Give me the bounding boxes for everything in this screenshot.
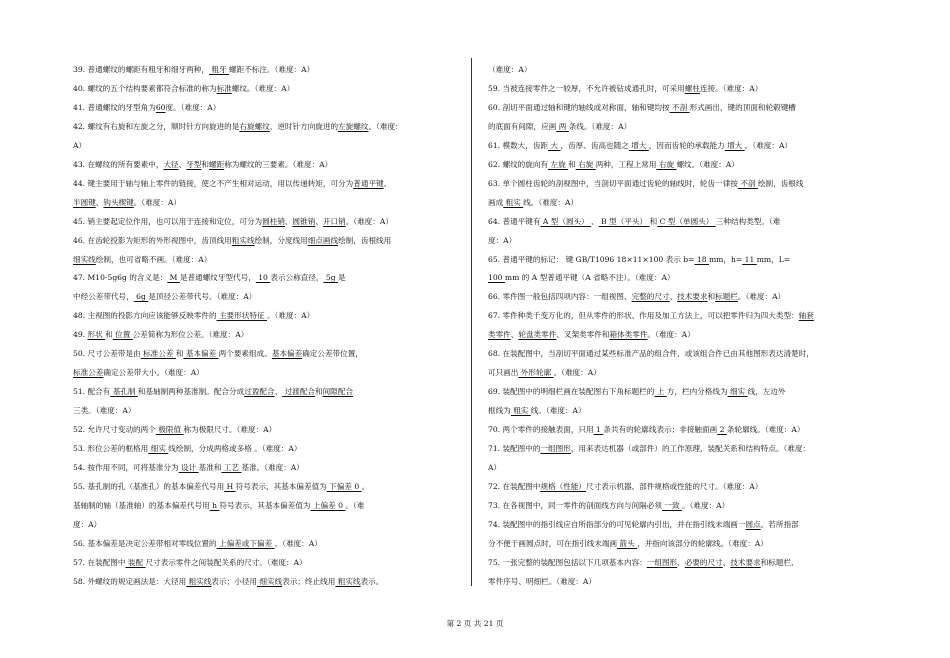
question-text: ，齿厚、齿高也随之 xyxy=(560,140,629,150)
answer-text: 圆锥销 xyxy=(292,216,316,226)
answer-text: 100 xyxy=(488,273,505,283)
answer-text: 粗实线 xyxy=(186,576,212,586)
question-text: 。（难度： xyxy=(368,121,403,131)
answer-text: 粗实线 xyxy=(335,576,361,586)
question-line xyxy=(488,573,886,592)
question-line xyxy=(488,232,886,251)
question-text: 。（难度：A） xyxy=(274,538,322,548)
question-text: 中经公差带代号， xyxy=(73,292,134,302)
question-text: 称为极限尺寸。（难度：A） xyxy=(183,425,277,435)
answer-text: 粗实线 xyxy=(231,235,255,245)
answer-text: 普通平键 xyxy=(353,178,384,188)
question-text: 尺寸表示零件之间装配关系的尺寸。（难度：A） xyxy=(145,557,307,567)
question-line xyxy=(488,288,886,307)
answer-text: 细实 xyxy=(727,387,748,397)
question-text: 、 xyxy=(383,178,392,188)
question-text: 基准。（难度：A） xyxy=(241,463,304,473)
answer-text: M xyxy=(167,273,180,283)
question-text: 是普通螺纹牙型代号， xyxy=(179,273,256,283)
answer-text: 细实线 xyxy=(73,254,96,264)
question-line xyxy=(73,345,468,364)
question-text: 73. 在各视图中，同一零件的剖面线方向与间隔必须 xyxy=(488,500,662,510)
question-text: 。 xyxy=(361,481,370,491)
question-line xyxy=(73,440,468,459)
question-text: 66. 零件图一般包括四项内容：一组视图、 xyxy=(488,292,632,302)
question-text: 。（难度：A） xyxy=(737,292,786,302)
question-text: 、 xyxy=(669,292,678,302)
question-text: 、 xyxy=(722,557,731,567)
answer-text: 一组图形 xyxy=(646,557,678,567)
question-text: mm，L= xyxy=(756,254,791,264)
question-line xyxy=(488,421,886,440)
question-text: 43. 在螺纹的所有要素中， xyxy=(73,159,164,169)
answer-text: 上 xyxy=(654,387,667,397)
answer-text: 标准公差 xyxy=(140,349,176,359)
question-text: 条轮廓线。（难度：A） xyxy=(726,425,805,435)
question-text: 和 xyxy=(175,349,184,359)
question-line xyxy=(73,213,468,232)
question-text: （难度：A） xyxy=(488,65,532,74)
answer-text: 上偏差或下偏差 xyxy=(216,538,275,548)
answer-text: 左旋螺纹 xyxy=(338,121,369,131)
answer-text: 18 xyxy=(694,254,709,264)
question-line xyxy=(73,326,468,345)
question-text: 、 xyxy=(284,216,293,226)
question-text: 61. 模数大，齿距 xyxy=(488,140,549,150)
question-text: 基准和 xyxy=(198,463,222,473)
question-line xyxy=(488,175,886,194)
answer-text: 类零件 xyxy=(488,330,511,340)
answer-text: 细实线 xyxy=(256,576,283,586)
column-divider xyxy=(471,58,472,586)
question-text: 、 xyxy=(315,216,323,226)
question-text: 50. 尺寸公差带是由 xyxy=(73,349,141,359)
answer-text: 半圆键 xyxy=(73,197,96,207)
question-text: 螺纹。（难度：A） xyxy=(676,159,739,169)
question-line xyxy=(488,554,886,573)
answer-text: 标准公差 xyxy=(73,368,104,378)
question-text: 。（难度：A） xyxy=(744,140,793,150)
question-text: 。若所指部 xyxy=(760,519,799,529)
answer-text: 过渡配合 xyxy=(282,387,315,397)
answer-text: B 型（平头） xyxy=(598,216,650,226)
answer-text: 细点画线 xyxy=(307,235,339,245)
answer-text: 基本偏差 xyxy=(271,349,303,359)
question-line xyxy=(488,156,886,175)
question-text: 51. 配合有 xyxy=(73,387,111,397)
question-text: 基轴制的轴（基准轴）的基本偏差代号用 xyxy=(73,500,210,510)
question-line xyxy=(488,345,886,364)
question-text: 59. 当被连接零件之一较厚，不允许被钻成通孔时，可采用 xyxy=(488,83,685,93)
question-text: 62. 螺纹的旋向有 xyxy=(488,159,549,169)
question-line xyxy=(488,194,886,213)
question-text: 三种结构类型。（难 xyxy=(715,216,781,226)
answer-text: 箭头 xyxy=(617,538,638,548)
answer-text: 右旋螺纹 xyxy=(239,121,270,131)
question-text: 线，左边外 xyxy=(747,387,786,397)
question-text: 两种，工程上常用 xyxy=(595,159,657,169)
answer-text: 粗实 xyxy=(510,406,531,416)
question-text: 螺距不标注。（难度：A） xyxy=(229,65,315,74)
answer-text: 过盈配合 xyxy=(244,387,275,397)
answer-text: 标题栏 xyxy=(715,292,738,302)
question-text: 。（难度：A） xyxy=(681,500,730,510)
question-text: 58. 外螺纹的规定画法是：大径用 xyxy=(73,576,187,586)
question-text: 绘制，分度线用 xyxy=(254,235,308,245)
question-text: 54. 按作用不同，可将基准分为 xyxy=(73,463,179,473)
question-text: 45. 销主要起定位作用，也可以用于连接和定位，可分为 xyxy=(73,216,263,226)
question-text: 表示公称直径， xyxy=(270,273,324,283)
answer-text: 右旋 xyxy=(575,159,596,169)
question-text: 三类。（难度：A） xyxy=(73,406,136,416)
question-line xyxy=(73,99,468,118)
question-line xyxy=(73,516,468,535)
answer-text: 位置 xyxy=(112,330,133,340)
question-line xyxy=(73,364,468,383)
question-line xyxy=(73,307,468,326)
question-text: mm，h= xyxy=(708,254,743,264)
question-text: 称为螺纹的三要素。（难度：A） xyxy=(224,159,333,169)
question-text: 和 xyxy=(568,159,576,169)
answer-text: 牙型 xyxy=(186,159,202,169)
question-text: 表示；小径用 xyxy=(211,576,257,586)
question-text: 符号表示，其基本偏差值为 xyxy=(219,500,311,510)
question-text: 表示。 xyxy=(360,576,384,586)
answer-text: C 型（单圆头） xyxy=(657,216,716,226)
question-text: 。（难度：A） xyxy=(553,368,601,378)
answer-text: 圆柱销 xyxy=(262,216,285,226)
answer-text: 设计 xyxy=(178,463,199,473)
question-text: 。（难度：A） xyxy=(345,216,393,226)
question-text: 形式画出，键的顶面和轮毂键槽 xyxy=(689,102,796,112)
question-text: 48. 主视图的投影方向应该能够反映零件的 xyxy=(73,311,217,321)
question-text: 44. 键主要用于轴与轴上零件的链接，使之不产生相对运动，用以传递转矩，可分为 xyxy=(73,178,354,188)
question-line xyxy=(73,554,468,573)
answer-text: H xyxy=(224,481,236,491)
answer-text: h xyxy=(209,500,220,510)
answer-text: 技术要求 xyxy=(677,292,708,302)
answer-text: 粗牙 xyxy=(209,65,230,74)
question-text: ，逆时针方向旋进的 xyxy=(269,121,339,131)
question-line xyxy=(488,478,886,497)
question-text: 68. 在装配图中，当剖切平面通过某些标准产品的组合件，或该组合件已由其他图形表达清楚时， xyxy=(488,349,814,359)
question-line xyxy=(73,288,468,307)
answer-text: 5g xyxy=(323,273,338,283)
answer-text: 基孔制 xyxy=(110,387,138,397)
answer-text: 圆点 xyxy=(745,519,761,529)
question-text: 74. 装配图中的指引线应自所指部分的可见轮廓内引出，并在指引线末端画一 xyxy=(488,519,746,529)
answer-text: 轴套 xyxy=(798,311,814,321)
question-line xyxy=(73,497,468,516)
question-text: 69. 装配图中的明细栏画在装配图右下角标题栏的 xyxy=(488,387,655,397)
answer-text: 箱体类零件 xyxy=(609,330,648,340)
question-line xyxy=(73,573,468,592)
answer-text: 钩头楔键 xyxy=(103,197,134,207)
question-text: 和标题栏、 xyxy=(760,557,799,567)
question-text: 。（难 xyxy=(345,500,365,510)
question-line xyxy=(73,175,468,194)
answer-text: 2 xyxy=(717,425,727,435)
left-column xyxy=(73,61,468,592)
question-line xyxy=(73,478,468,497)
answer-text: 螺柱 xyxy=(684,83,700,93)
answer-text: 完整的尺寸 xyxy=(631,292,670,302)
question-text: A） xyxy=(488,463,502,473)
answer-text: 必要的尺寸 xyxy=(684,557,723,567)
question-line xyxy=(488,137,886,156)
question-text: 46. 在齿轮投影为矩形的外形视图中，齿顶线用 xyxy=(73,235,232,245)
answer-text: 标准 xyxy=(216,83,232,93)
question-line xyxy=(73,156,468,175)
question-text: ，因而齿轮的承载能力 xyxy=(648,140,725,150)
question-line xyxy=(488,99,886,118)
question-line xyxy=(73,269,468,288)
right-column xyxy=(488,61,886,592)
question-line xyxy=(488,61,886,80)
answer-text: A 型（圆头） xyxy=(540,216,592,226)
question-line xyxy=(488,307,886,326)
answer-text: 工艺 xyxy=(221,463,242,473)
answer-text: 轮盘类零件 xyxy=(518,330,557,340)
answer-text: 增大 xyxy=(628,140,649,150)
answer-text: 细实 xyxy=(148,444,169,454)
question-line xyxy=(73,535,468,554)
question-line xyxy=(488,440,886,459)
question-text: 连接。（难度：A） xyxy=(699,83,763,93)
question-text: 。（难度：A） xyxy=(133,197,181,207)
answer-text: 规格（性能） xyxy=(540,481,587,491)
question-text: 65. 普通平键的标记： 键 GB/T1096 18×11×100 表示 b= xyxy=(488,254,695,264)
question-text: 55. 基孔制的孔（基准孔）的基本偏差代号用 xyxy=(73,481,225,491)
question-text: 、 xyxy=(510,330,519,340)
question-text: 条共有的轮廓线表示；非接触面画 xyxy=(603,425,718,435)
answer-text: 6g xyxy=(133,292,149,302)
question-line xyxy=(73,194,468,213)
answer-text: 开口销 xyxy=(322,216,346,226)
question-text: 方，栏内分格线为 xyxy=(666,387,728,397)
question-text: 。（难度：A） xyxy=(647,330,695,340)
question-line xyxy=(73,61,468,80)
question-line xyxy=(73,383,468,402)
answer-text: 一组图形 xyxy=(540,444,571,454)
question-text: 60. 剖切平面通过轴和键的轴线或对称面，轴和键均按 xyxy=(488,102,670,112)
question-line xyxy=(488,459,886,478)
question-text: 41. 普通螺纹的牙型角为 xyxy=(73,102,156,112)
question-text: 63. 单个圆柱齿轮的剖视图中，当剖切平面通过齿轮的轴线时，轮齿一律按 xyxy=(488,178,738,188)
question-text: ，用来表达机器（或部件）的工作原理、装配关系和结构特点。（难度： xyxy=(570,444,811,454)
question-text: 。（难度：A） xyxy=(266,311,315,321)
question-line xyxy=(488,516,886,535)
question-text: 和 xyxy=(649,216,658,226)
question-text: 绘制，齿根线用 xyxy=(338,235,392,245)
question-text: 绘制，也可省略不画。（难度：A） xyxy=(95,254,212,264)
question-text: 72. 在装配图中 xyxy=(488,481,541,491)
question-text: 39. 普通螺纹的螺距有粗牙和细牙两种， xyxy=(73,65,209,74)
answer-text: 技术要求 xyxy=(730,557,761,567)
answer-text: 极限值 xyxy=(155,425,184,435)
question-text: 56. 基本偏差是决定公差带相对零线位置的 xyxy=(73,538,217,548)
answer-text: 装配 xyxy=(125,557,146,567)
answer-text: 螺距 xyxy=(209,159,225,169)
question-text: ，并指向该部分的轮廓线。（难度：A） xyxy=(637,538,768,548)
question-text: 40. 螺纹的五个结构要素都符合标准的称为 xyxy=(73,83,217,93)
question-text: 符号表示，其基本偏差值为 xyxy=(235,481,327,491)
question-text: 和 xyxy=(707,292,716,302)
question-text: 画成 xyxy=(488,197,504,207)
question-text: 螺纹。（难度：A） xyxy=(231,83,295,93)
answer-text: 间隙配合 xyxy=(322,387,353,397)
question-line xyxy=(488,383,886,402)
question-text: 是顶径公差带代号。（难度：A） xyxy=(148,292,257,302)
question-text: 零件序号、明细栏。（难度：A） xyxy=(488,576,596,586)
answer-text: 外形轮廓 xyxy=(518,368,554,378)
question-line xyxy=(488,497,886,516)
question-text: 线绘制，分成两格或多格 。（难度：A） xyxy=(168,444,302,454)
question-line xyxy=(488,326,886,345)
answer-text: 11 xyxy=(742,254,757,264)
question-text: 框线为 xyxy=(488,406,511,416)
answer-text: 形状 xyxy=(87,330,106,340)
question-text: 70. 两个零件的接触表面，只用 xyxy=(488,425,594,435)
question-text: 和基轴制两种基准制。配合分成 xyxy=(137,387,245,397)
question-text: 公差简称为形位公差。（难度：A） xyxy=(132,330,249,340)
question-line xyxy=(488,269,886,288)
question-text: 、叉架类零件和 xyxy=(556,330,610,340)
question-line xyxy=(488,535,886,554)
question-line xyxy=(73,80,468,99)
question-text: 分不便于画圆点时，可在指引线末端画 xyxy=(488,538,618,548)
question-line xyxy=(73,459,468,478)
question-line xyxy=(73,421,468,440)
question-text: 、 xyxy=(677,557,685,567)
question-text: A） xyxy=(73,140,87,150)
answer-text: 两 xyxy=(556,121,569,131)
question-line xyxy=(73,251,468,270)
answer-text: 基本偏差 xyxy=(183,349,219,359)
question-text: 75. 一张完整的装配图包括以下几项基本内容： xyxy=(488,557,647,567)
question-line xyxy=(73,402,468,421)
page-footer: 第 2 页 共 21 页 xyxy=(446,619,504,628)
answer-text: 60 xyxy=(155,102,166,112)
answer-text: 不剖 xyxy=(669,102,690,112)
question-text: 和 xyxy=(105,330,113,340)
question-line xyxy=(73,232,468,251)
question-text: 49. xyxy=(73,330,88,340)
question-text: 47. M10-5g6g 的含义是： xyxy=(73,273,168,283)
question-text: 和 xyxy=(201,159,209,169)
question-text: 42. 螺纹有右旋和左旋之分，顺时针方向旋进的是 xyxy=(73,121,240,131)
question-text: 绘制，齿根线 xyxy=(757,178,804,188)
answer-text: 1 xyxy=(593,425,604,435)
answer-text: 一致 xyxy=(661,500,682,510)
question-line xyxy=(488,80,886,99)
question-text: 度。（难度：A） xyxy=(165,102,221,112)
answer-text: 右旋 xyxy=(656,159,677,169)
question-text: 71. 装配图中的 xyxy=(488,444,541,454)
question-text: 是 xyxy=(338,273,346,283)
question-text: 52. 允许尺寸变动的两个 xyxy=(73,425,156,435)
question-text: 线。（难度：A） xyxy=(530,406,586,416)
question-line xyxy=(73,118,468,137)
question-text: 和 xyxy=(314,387,323,397)
question-text: 条线。（难度：A） xyxy=(568,121,632,131)
question-line xyxy=(488,213,886,232)
question-text: 确定公差带位置， xyxy=(302,349,363,359)
answer-text: 不剖 xyxy=(737,178,758,188)
question-text: 67. 零件种类千变万化的，但从零件的形状、作用及加工方法上，可以把零件归为四大类型： xyxy=(488,311,799,321)
question-text: 可只画出 xyxy=(488,368,519,378)
question-text: mm 的 A 型普通平键（A 省略不注）。（难度：A） xyxy=(504,273,675,283)
question-text: 、 xyxy=(591,216,599,226)
question-text: 64. 普通平键有 xyxy=(488,216,541,226)
answer-text: 粗实 xyxy=(503,197,524,207)
answer-text: 上偏差 0 xyxy=(310,500,346,510)
question-text: 度：A） xyxy=(488,235,517,245)
question-text: 、 xyxy=(178,159,187,169)
question-line xyxy=(488,118,886,137)
answer-text: 10 xyxy=(255,273,271,283)
question-line xyxy=(73,137,468,156)
question-text: 表示；终止线用 xyxy=(282,576,336,586)
question-text: 53. 形位公差的框格用 xyxy=(73,444,149,454)
answer-text: 主要形状特征 xyxy=(216,311,267,321)
question-line xyxy=(488,402,886,421)
question-text: 、 xyxy=(95,197,104,207)
question-line xyxy=(488,251,886,270)
question-line xyxy=(488,364,886,383)
answer-text: 左旋 xyxy=(548,159,569,169)
answer-text: 大 xyxy=(548,140,561,150)
question-text: 度：A） xyxy=(73,519,102,529)
answer-text: 大径 xyxy=(163,159,179,169)
answer-text: 下偏差 0 xyxy=(326,481,362,491)
answer-text: 增大 xyxy=(724,140,745,150)
question-text: 、 xyxy=(274,387,283,397)
question-text: 确定公差带大小。（难度：A） xyxy=(103,368,204,378)
question-text: 线。（难度：A） xyxy=(523,197,579,207)
question-text: 的底面有间隙，应画 xyxy=(488,121,557,131)
question-text: 两个要素组成。 xyxy=(218,349,272,359)
question-text: 57. 在装配图中 xyxy=(73,557,126,567)
question-text: 尺寸表示机器、部件规格或性能的尺寸。（难度：A） xyxy=(586,481,763,491)
